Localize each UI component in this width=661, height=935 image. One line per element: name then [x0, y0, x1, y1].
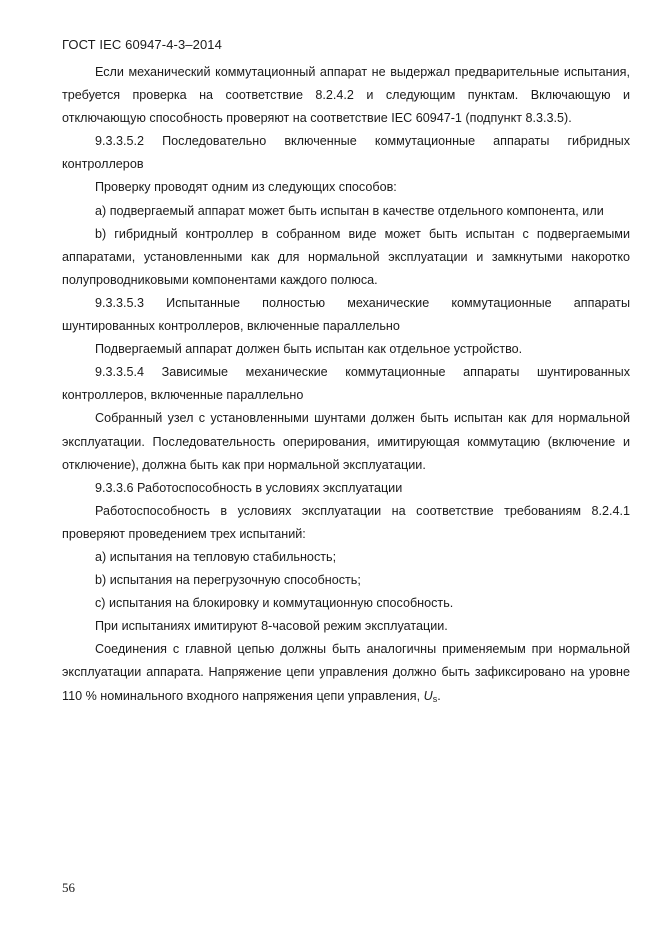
document-body	[62, 61, 630, 711]
section-heading: 9.3.3.5.3 Испытанные полностью механические коммутационные аппараты шунтированных контроллеров, включенные параллельно	[62, 295, 630, 334]
list-item: a) испытания на тепловую стабильность;	[95, 549, 337, 564]
list-item: a) подвергаемый аппарат может быть испытан в качестве отдельного компонента, или	[95, 203, 604, 218]
paragraph: Собранный узел с установленными шунтами должен быть испытан как для нормальной эксплуатации. Последовательность оперирования, имитирующая коммутацию (включение и отключение), должна быть как при нормальной эксплуатации.	[62, 411, 630, 472]
paragraph-text: Соединения с главной цепью должны быть аналогичны применяемым при нормальной эксплуатации аппарата. Напряжение цепи управления должно быть зафиксировано на уровне 110 % номинального входного напряжения цепи управления,	[62, 642, 630, 703]
section-heading: 9.3.3.5.4 Зависимые механические коммутационные аппараты шунтированных контроллеров, включенные параллельно	[62, 365, 630, 403]
section-heading: 9.3.3.5.2 Последовательно включенные коммутационные аппараты гибридных контроллеров	[62, 134, 630, 172]
voltage-symbol: U	[423, 688, 433, 703]
page-number: 56	[62, 880, 75, 895]
list-item: b) испытания на перегрузочную способность;	[95, 573, 361, 588]
document-header: ГОСТ IEC 60947-4-3–2014	[62, 37, 222, 52]
paragraph	[62, 638, 630, 710]
paragraph: Если механический коммутационный аппарат не выдержал предварительные испытания, требуется проверка на соответствие 8.2.4.2 и следующим пунктам. Включающую и отключающую способность проверяют на соответствие IEC 60947-1 (подпункт 8.3.3.5).	[62, 65, 630, 126]
paragraph: Работоспособность в условиях эксплуатации на соответствие требованиям 8.2.4.1 проверяют проведением трех испытаний:	[62, 503, 630, 541]
paragraph: Подвергаемый аппарат должен быть испытан как отдельное устройство.	[95, 342, 523, 357]
paragraph: При испытаниях имитируют 8-часовой режим эксплуатации.	[95, 619, 448, 634]
paragraph: Проверку проводят одним из следующих способов:	[95, 180, 397, 195]
list-item: b) гибридный контроллер в собранном виде может быть испытан с подвергаемыми аппаратами, установленными как для нормальной эксплуатации и замкнутыми накоротко полупроводниковыми компонентами каждого полюса.	[62, 226, 630, 287]
list-item: c) испытания на блокировку и коммутационную способность.	[95, 596, 454, 611]
paragraph-end: .	[437, 688, 441, 703]
voltage-subscript: s	[432, 693, 438, 704]
section-heading: 9.3.3.6 Работоспособность в условиях эксплуатации	[95, 480, 403, 495]
